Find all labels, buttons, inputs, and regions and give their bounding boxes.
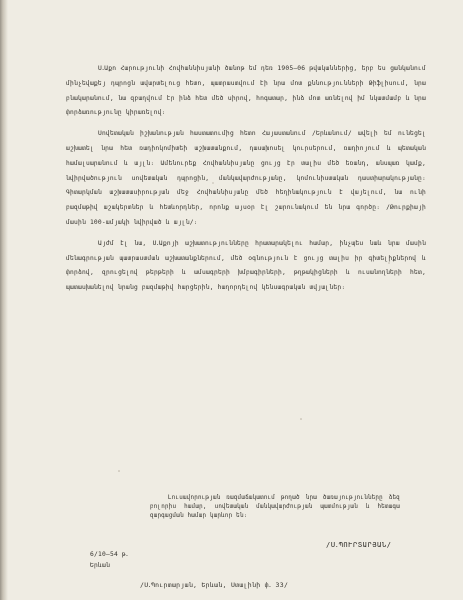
letter-body	[66, 62, 426, 302]
address-footer: /Ս․Պուրտարյան, Երևան, Ստալինի փ․ 33/	[140, 581, 289, 589]
paper-speck	[388, 262, 390, 264]
paragraph-3: Այժմ էլ նա, Ս․Աքոյի աշխատությունները հրատարակելու համար, ինչպես նաև նրա մասին մենագրության պատրաստման աշխատանքներում, մեծ օգնություն է ցույց տալիս իր գիտելիքներով և փորձով, զրուցելով թերթերի և ամսագրերի խմբագիրների, թղթակիցների և ուսանողների հետ, պատասխանելով նրանց բազմաթիվ հարցերին, հաղորդելով կենսագրական տվյալներ։	[66, 239, 426, 292]
paragraph-2: Սովետական իշխանության հաստատումից հետո Հայաստանում /Երևանում/ ավելի եմ ունեցել աշխատել նրա հետ ռադիոկոմիտեի աշխատանքում, դասախոսել կուրսերում, ռադիոյում և պետական համալսարանում և այլն։ Ամենուրեք Հովհաննիսյանը ցույց էր տալիս մեծ եռանդ, անսպառ կամք, նվիրվածություն սովետական դպրոցին, մանկավարժությանը, կոմունիստական դաստիարակությանը։ Գիտարկման աշխատասիրության մեջ Հովհաննիսյանը մեծ հեղինակություն է վայելում, նա ունի բազմաթիվ աշակերտներ և հետևորդներ, որոնք այսօր էլ շարունակում են նրա գործը։ /Թուրքիայի մասին 100-ամյակի նվիրված և այլն/։	[66, 130, 426, 226]
closing-note: Լուսավորության ռազմաճակատում թողած նրա ծառայությունները ձեզ բոլորիս համար, սովետական մանկավարժության պատմության և հետագա զարգացման համար կարևոր են։	[150, 495, 400, 520]
date-place: Երևան	[90, 562, 110, 569]
paper-speck	[300, 418, 302, 420]
date-line: 6/10–54 թ․	[90, 551, 129, 558]
paper-speck	[212, 182, 214, 184]
paper-speck	[118, 470, 120, 472]
date-block	[90, 549, 128, 571]
signature: /Ս․ՊՈՒՐՏԱՐՅԱՆ/	[326, 541, 392, 549]
paragraph-1: Ս․Աքո Հարությունի Հովհաննիսյանի ծանոթ եմ դեռ 1905–06 թվականներից, երբ ես ցանկանում մինչեվաքեյ դպրոցն ավարտելուց հետո, պատրաստվում էի նրա մոտ քննությունների Թիֆլիսում, նրա բնակարանում, նա զբաղվում էր ինձ հետ մեծ սիրով, հոգատար, ինձ մոտ առնելով իմ նկատմամբ և նրա փորձառությունը կիրառելով։	[66, 65, 426, 117]
